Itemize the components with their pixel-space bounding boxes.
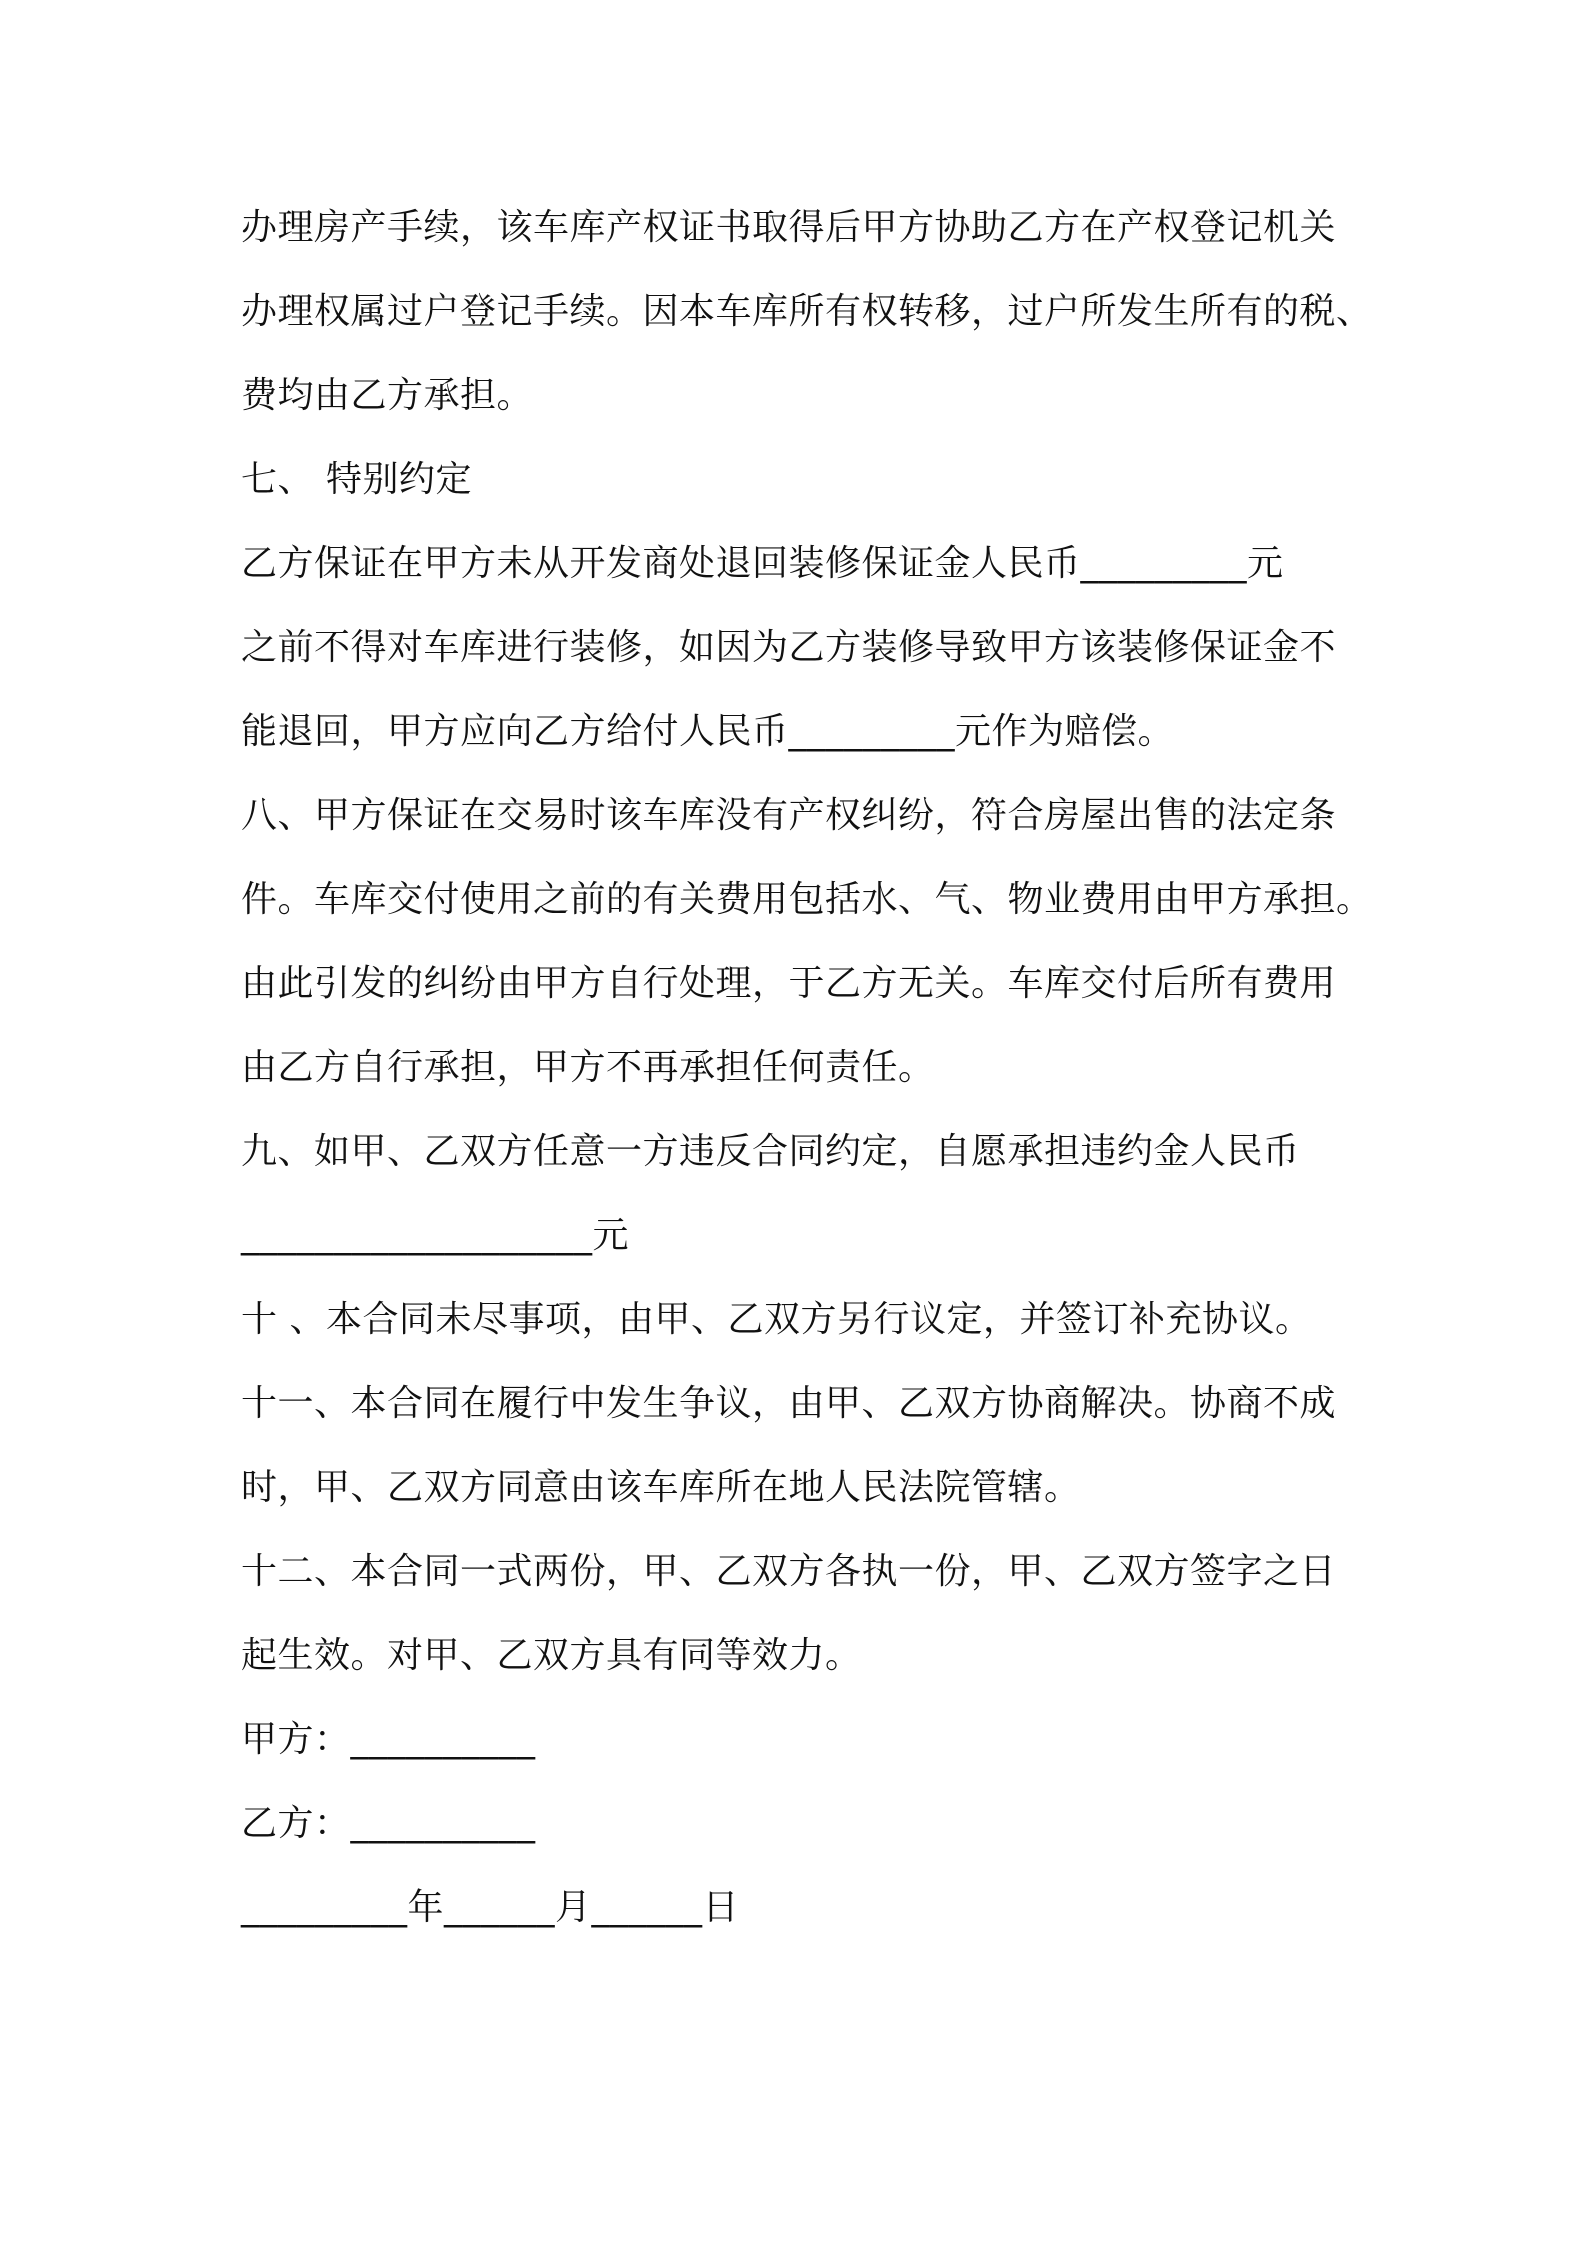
paragraph-line: 八、甲方保证在交易时该车库没有产权纠纷，符合房屋出售的法定条 xyxy=(241,795,1337,836)
paragraph-line: 九、如甲、乙双方任意一方违反合同约定，自愿承担违约金人民币 xyxy=(241,1131,1300,1172)
paragraph-line: 乙方保证在甲方未从开发商处退回装修保证金人民币_________元 xyxy=(241,543,1284,584)
paragraph-line: 时，甲、乙双方同意由该车库所在地人民法院管辖。 xyxy=(241,1467,1081,1508)
party-a-signature-line: 甲方：__________ xyxy=(241,1719,536,1760)
paragraph-line: 十二、本合同一式两份，甲、乙双方各执一份，甲、乙双方签字之日 xyxy=(241,1551,1337,1592)
paragraph-line: 能退回，甲方应向乙方给付人民币_________元作为赔偿。 xyxy=(241,711,1175,752)
paragraph-line: 起生效。对甲、乙双方具有同等效力。 xyxy=(241,1635,862,1676)
paragraph-line: 由此引发的纠纷由甲方自行处理，于乙方无关。车库交付后所有费用 xyxy=(241,963,1337,1004)
paragraph-line: 件。车库交付使用之前的有关费用包括水、气、物业费用由甲方承担。 xyxy=(241,879,1373,920)
paragraph-line: 费均由乙方承担。 xyxy=(241,375,534,416)
paragraph-line: 十 、本合同未尽事项，由甲、乙双方另行议定，并签订补充协议。 xyxy=(241,1299,1312,1340)
paragraph-line: ___________________元 xyxy=(241,1215,629,1256)
party-b-signature-line: 乙方：__________ xyxy=(241,1803,536,1844)
section-heading: 七、 特别约定 xyxy=(241,459,472,500)
date-line: _________年______月______日 xyxy=(241,1887,739,1928)
paragraph-line: 办理权属过户登记手续。因本车库所有权转移，过户所发生所有的税、 xyxy=(241,291,1373,332)
paragraph-line: 办理房产手续，该车库产权证书取得后甲方协助乙方在产权登记机关 xyxy=(241,207,1337,248)
paragraph-line: 十一、本合同在履行中发生争议，由甲、乙双方协商解决。协商不成 xyxy=(241,1383,1337,1424)
paragraph-line: 之前不得对车库进行装修，如因为乙方装修导致甲方该装修保证金不 xyxy=(241,627,1337,668)
paragraph-line: 由乙方自行承担，甲方不再承担任何责任。 xyxy=(241,1047,935,1088)
